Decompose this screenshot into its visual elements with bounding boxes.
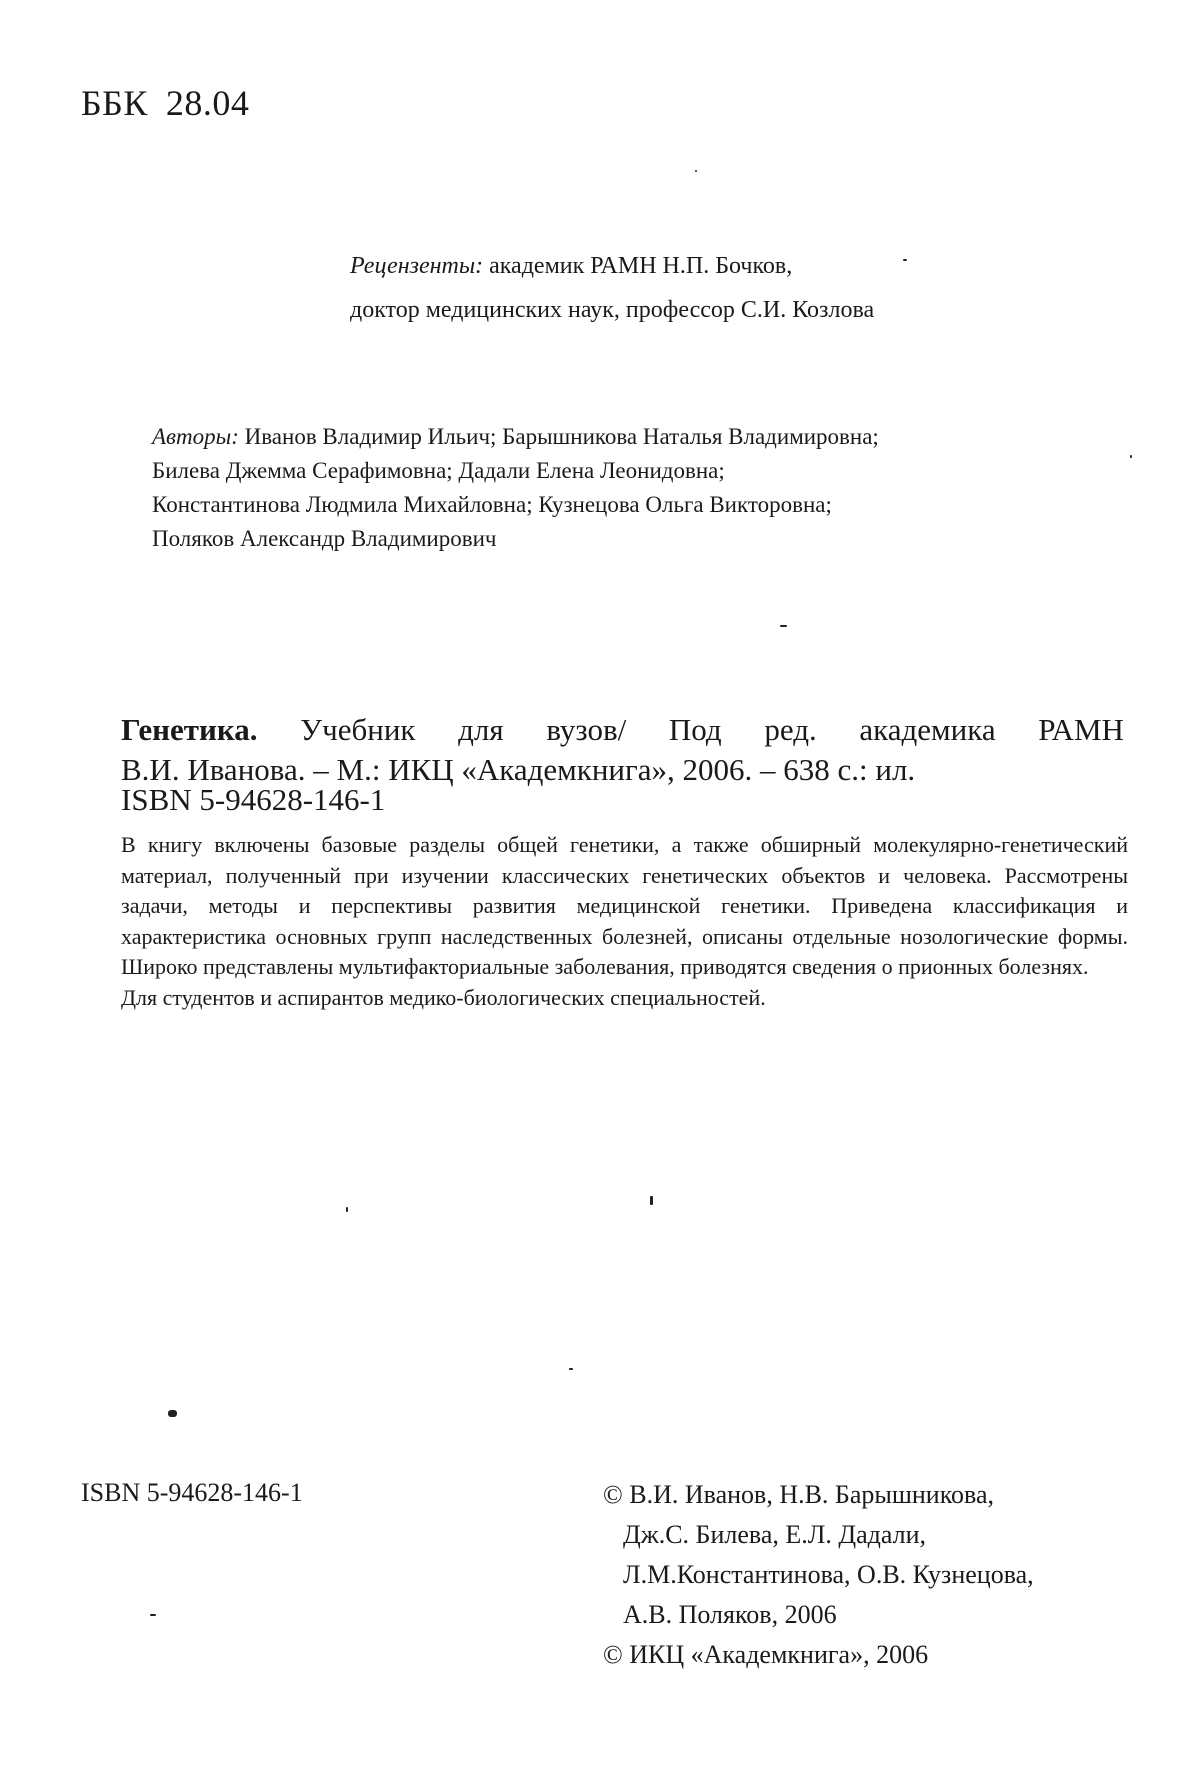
biblio-word: Под (668, 712, 722, 747)
biblio-word: Учебник (300, 712, 416, 747)
copyright-line-4: А.В. Поляков, 2006 (623, 1600, 837, 1629)
biblio-word: академика (859, 712, 996, 747)
bbk-label: ББК (81, 83, 148, 123)
biblio-word: вузов/ (546, 712, 627, 747)
scan-speck (650, 1196, 653, 1205)
authors-line-3: Константинова Людмила Михайловна; Кузнецова Ольга Викторовна; (152, 492, 832, 517)
scan-speck (569, 1368, 573, 1370)
abstract-paragraph-2: Для студентов и аспирантов медико-биологических специальностей. (121, 984, 766, 1010)
isbn-footer: ISBN 5-94628-146-1 (81, 1478, 303, 1507)
scan-speck (780, 625, 787, 627)
authors-line-1: Иванов Владимир Ильич; Барышникова Наталья Владимировна; (244, 424, 879, 449)
authors-line-4: Поляков Александр Владимирович (152, 526, 497, 551)
biblio-word: РАМН (1038, 712, 1124, 747)
scan-speck (346, 1207, 348, 1212)
reviewers-block (350, 244, 874, 332)
abstract-paragraph-1: В книгу включены базовые разделы общей генетики, а также обширный молекулярно-генетический материал, полученный при изучении классических генетических объектов и человека. Рассмотрены задачи, методы и перспективы развития медицинской генетики. Приведена классификация и характеристика основных групп наследственных болезней, описаны отдельные нозологические формы. Широко представлены мультифакториальные заболевания, приводятся сведения о прионных болезнях. (121, 832, 1128, 979)
biblio-line-1 (121, 710, 1124, 750)
copyright-line-1: © В.И. Иванов, Н.В. Барышникова, (603, 1480, 995, 1509)
copyright-block (603, 1475, 1034, 1675)
reviewer-line-2: доктор медицинских наук, профессор С.И. Козлова (350, 297, 875, 323)
copyright-line-3: Л.М.Константинова, О.В. Кузнецова, (623, 1560, 1034, 1589)
book-title: Генетика. (121, 712, 258, 747)
bbk-code: 28.04 (165, 83, 250, 123)
authors-block (152, 420, 879, 556)
copyright-line-2: Дж.С. Билева, Е.Л. Дадали, (623, 1520, 927, 1549)
copyright-line-5: © ИКЦ «Академкнига», 2006 (603, 1640, 929, 1669)
scan-speck (150, 1614, 156, 1616)
authors-label: Авторы: (152, 424, 239, 449)
bibliographic-entry (121, 710, 1124, 790)
authors-line-2: Билева Джемма Серафимовна; Дадали Елена Леонидовна; (152, 458, 725, 483)
biblio-line-2: В.И. Иванова. – М.: ИКЦ «Академкнига», 2006. – 638 с.: ил. (121, 752, 916, 787)
scan-speck (1130, 455, 1132, 458)
reviewers-label: Рецензенты: (350, 253, 484, 279)
abstract (121, 830, 1128, 1013)
isbn-main: ISBN 5-94628-146-1 (121, 782, 386, 817)
scan-speck (695, 170, 697, 172)
bbk-classification (81, 82, 249, 124)
reviewer-line-1: академик РАМН Н.П. Бочков, (489, 253, 793, 279)
biblio-word: ред. (764, 712, 817, 747)
biblio-word: для (458, 712, 504, 747)
scan-speck (168, 1410, 177, 1417)
scan-speck (903, 259, 907, 261)
